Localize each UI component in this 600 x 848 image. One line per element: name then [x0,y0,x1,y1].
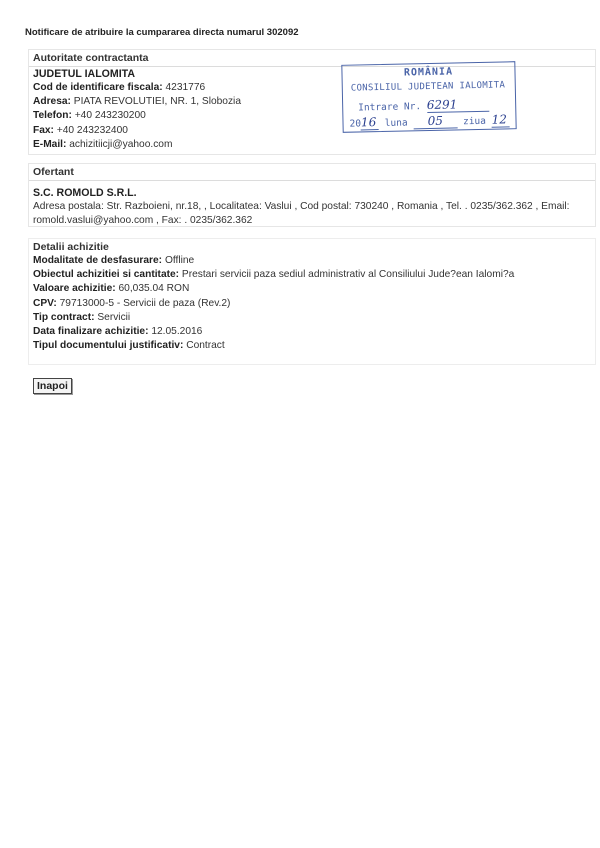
stamp-entry-row [358,97,489,115]
phone-label: Telefon: [33,110,72,122]
registration-stamp [341,61,516,133]
completion-date-row [29,325,595,339]
stamp-entry-number: 6291 [426,97,458,113]
contract-type-row [29,311,595,325]
authority-header: Autoritate contractanta [29,50,595,67]
contract-type-label: Tip contract: [33,311,95,323]
mode-row [29,254,595,268]
value-label: Valoare achizitie: [33,283,116,295]
email-row [29,138,595,152]
fiscal-code-value: 4231776 [165,82,206,93]
email-value[interactable]: achizitiicji@yahoo.com [69,138,173,150]
contract-type-value: Servicii [97,311,131,323]
authority-name: JUDETUL IALOMITA [33,68,136,80]
page-title: Notificare de atribuire la cumpararea directa numarul 302092 [25,27,299,38]
address-label: Adresa: [33,96,71,108]
object-label: Obiectul achizitiei si cantitate: [33,269,180,281]
bidder-section [28,163,596,227]
fax-value: +40 243232400 [56,124,128,136]
document-type-row [29,339,595,353]
object-value: Prestari servicii paza sediul administrativ al Consiliului Jude?ean Ialomi?a [181,269,515,281]
bidder-name: S.C. ROMOLD S.R.L. [33,187,137,199]
document-type-value: Contract [186,340,225,352]
stamp-country: ROMÂNIA [403,66,454,79]
back-button[interactable]: Inapoi [33,378,72,394]
stamp-year: 16 [360,115,377,130]
mode-label: Modalitate de desfasurare: [33,255,163,266]
stamp-entry-label: Intrare Nr. [358,101,422,114]
fax-label: Fax: [33,124,54,136]
address-value: PIATA REVOLUTIEI, NR. 1, Slobozia [73,96,241,108]
mode-value: Offline [164,255,195,266]
value-row [29,282,595,296]
details-section [28,238,596,365]
stamp-month-label: luna [384,117,408,129]
details-header: Detalii achizitie [33,241,109,253]
document-type-label: Tipul documentului justificativ: [33,340,184,352]
bidder-address: Adresa postala: Str. Razboieni, nr.18, , Localitatea: Vaslui , Cod postal: 730240 , Romania , Tel. . 0235/362.362 , Email: romold.vaslui@yahoo.com , Fax: . 0235/362.362 [33,201,570,226]
fiscal-code-label: Cod de identificare fiscala: [33,82,163,93]
cpv-value: 79713000-5 - Servicii de paza (Rev.2) [59,297,231,309]
cpv-label: CPV: [33,297,57,309]
stamp-date-row [349,112,509,130]
object-row [29,268,595,282]
completion-date-label: Data finalizare achizitie: [33,326,149,338]
stamp-month: 05 [427,113,444,129]
email-label: E-Mail: [33,138,67,150]
stamp-day: 12 [491,112,508,127]
bidder-header: Ofertant [29,164,595,181]
stamp-day-label: ziua [462,115,487,128]
stamp-institution: CONSILIUL JUDETEAN IALOMITA [350,80,506,94]
completion-date-value: 12.05.2016 [151,326,203,338]
phone-value: +40 243230200 [74,110,146,122]
stamp-year-prefix: 20 [349,118,362,130]
cpv-row [29,297,595,311]
value-value: 60,035.04 RON [118,283,190,295]
